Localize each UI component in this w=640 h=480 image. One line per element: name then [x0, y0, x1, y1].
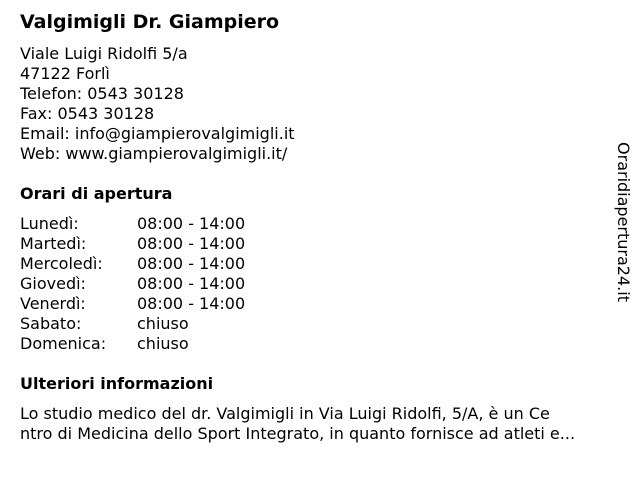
phone-number: Telefon: 0543 30128: [20, 84, 184, 103]
contact-block: [20, 44, 295, 164]
business-name: Valgimigli Dr. Giampiero: [20, 11, 280, 33]
more-info-heading: Ulteriori informazioni: [20, 374, 214, 393]
website: Web: www.giampierovalgimigli.it/: [20, 144, 288, 163]
email-address: Email: info@giampierovalgimigli.it: [20, 124, 295, 143]
time-value: 08:00 - 14:00: [137, 234, 246, 253]
time-value: chiuso: [137, 314, 189, 333]
description-text: [20, 404, 632, 444]
fax-number: Fax: 0543 30128: [20, 104, 155, 123]
description-line: Lo studio medico del dr. Valgimigli in Via Luigi Ridolfi, 5/A, è un Ce: [20, 404, 550, 423]
day-label: Venerdì:: [20, 294, 86, 313]
description-line: ntro di Medicina dello Sport Integrato, in quanto fornisce ad atleti e...: [20, 424, 576, 443]
site-watermark: Oraridiapertura24.it: [614, 142, 633, 302]
day-label: Martedì:: [20, 234, 87, 253]
day-label: Mercoledì:: [20, 254, 103, 273]
time-value: 08:00 - 14:00: [137, 294, 246, 313]
day-label: Lunedì:: [20, 214, 79, 233]
opening-hours-heading: Orari di apertura: [20, 184, 173, 203]
day-label: Giovedì:: [20, 274, 86, 293]
time-value: chiuso: [137, 334, 189, 353]
time-value: 08:00 - 14:00: [137, 274, 246, 293]
time-value: 08:00 - 14:00: [137, 214, 246, 233]
street-address: Viale Luigi Ridolfi 5/a: [20, 44, 188, 63]
day-label: Sabato:: [20, 314, 82, 333]
postal-city: 47122 Forlì: [20, 64, 110, 83]
time-value: 08:00 - 14:00: [137, 254, 246, 273]
day-label: Domenica:: [20, 334, 107, 353]
